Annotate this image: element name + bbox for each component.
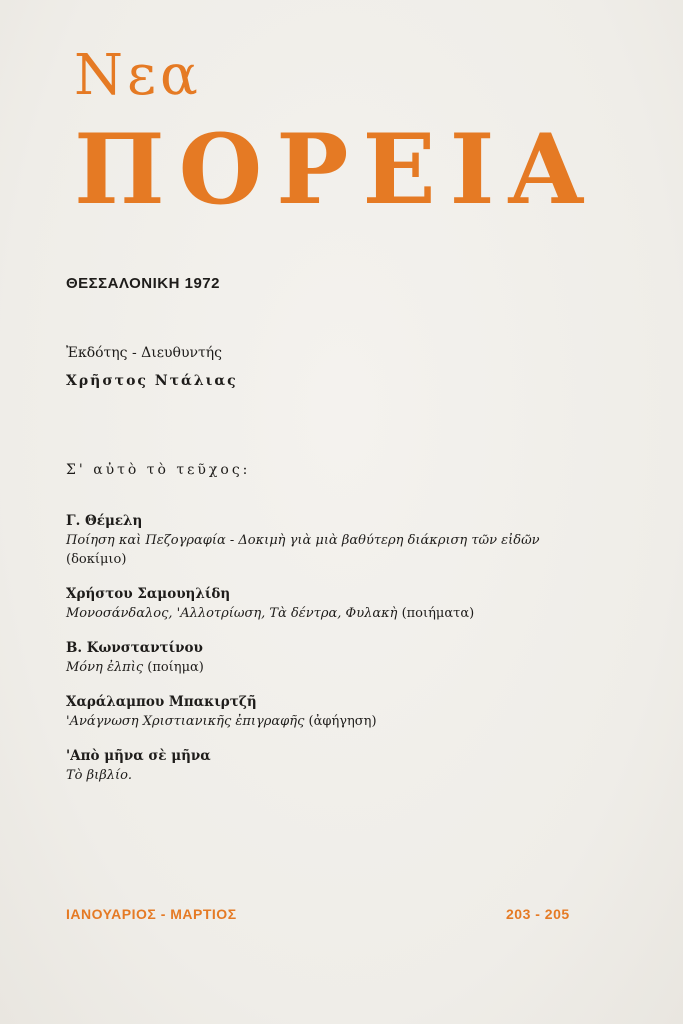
issue-months: ΙΑΝΟΥΑΡΙΟΣ - ΜΑΡΤΙΟΣ [66,906,237,922]
contents-entry [66,639,626,677]
issue-number: 203 - 205 [506,906,570,922]
entry-title-line [66,766,626,785]
entry-genre: (ποιήματα) [397,606,475,621]
masthead-title-big: ΠΟΡΕΙΑ [74,113,598,226]
masthead-title-small: Νεα [74,43,202,108]
entry-title-line [66,604,626,623]
entry-author: Χαράλαμπου Μπακιρτζῆ [66,694,257,710]
entry-author: Β. Κωνσταντίνου [66,640,203,656]
entry-title-italic: Μονοσάνδαλος, 'Αλλοτρίωση, Τὰ δέντρα, Φυλακὴ [66,606,398,621]
table-of-contents [66,512,626,801]
contents-entry [66,747,626,785]
entry-genre: (ποίημα) [143,660,204,675]
entry-title-italic: Τὸ βιβλίο. [66,768,133,783]
entry-title-italic: Μόνη ἐλπὶς [66,660,144,675]
publisher-label: Ἐκδότης - Διευθυντής [66,345,222,361]
contents-entry [66,693,626,731]
entry-title-line [66,658,626,677]
entry-author: Χρήστου Σαμουηλίδη [66,586,231,602]
entry-title-italic: 'Ανάγνωση Χριστιανικῆς ἐπιγραφῆς [66,714,305,729]
entry-genre: (ἀφήγηση) [304,714,377,729]
contents-entry [66,512,626,569]
issue-contents-heading: Σ' αὐτὸ τὸ τεῦχος: [66,462,251,478]
entry-title-line [66,712,626,731]
city-year: ΘΕΣΣΑΛΟΝΙΚΗ 1972 [66,275,220,292]
entry-title-italic: Ποίηση καὶ Πεζογραφία - Δοκιμὴ γιὰ μιὰ βαθύτερη διάκριση τῶν εἰδῶν [66,533,540,548]
contents-entry [66,585,626,623]
entry-genre: (δοκίμιο) [66,552,127,567]
entry-genre-line [66,550,626,569]
entry-author: Γ. Θέμελη [66,513,143,529]
entry-title-line [66,531,626,550]
publisher-name: Χρῆστος Ντάλιας [66,373,238,389]
entry-author: 'Απὸ μῆνα σὲ μῆνα [66,748,211,764]
